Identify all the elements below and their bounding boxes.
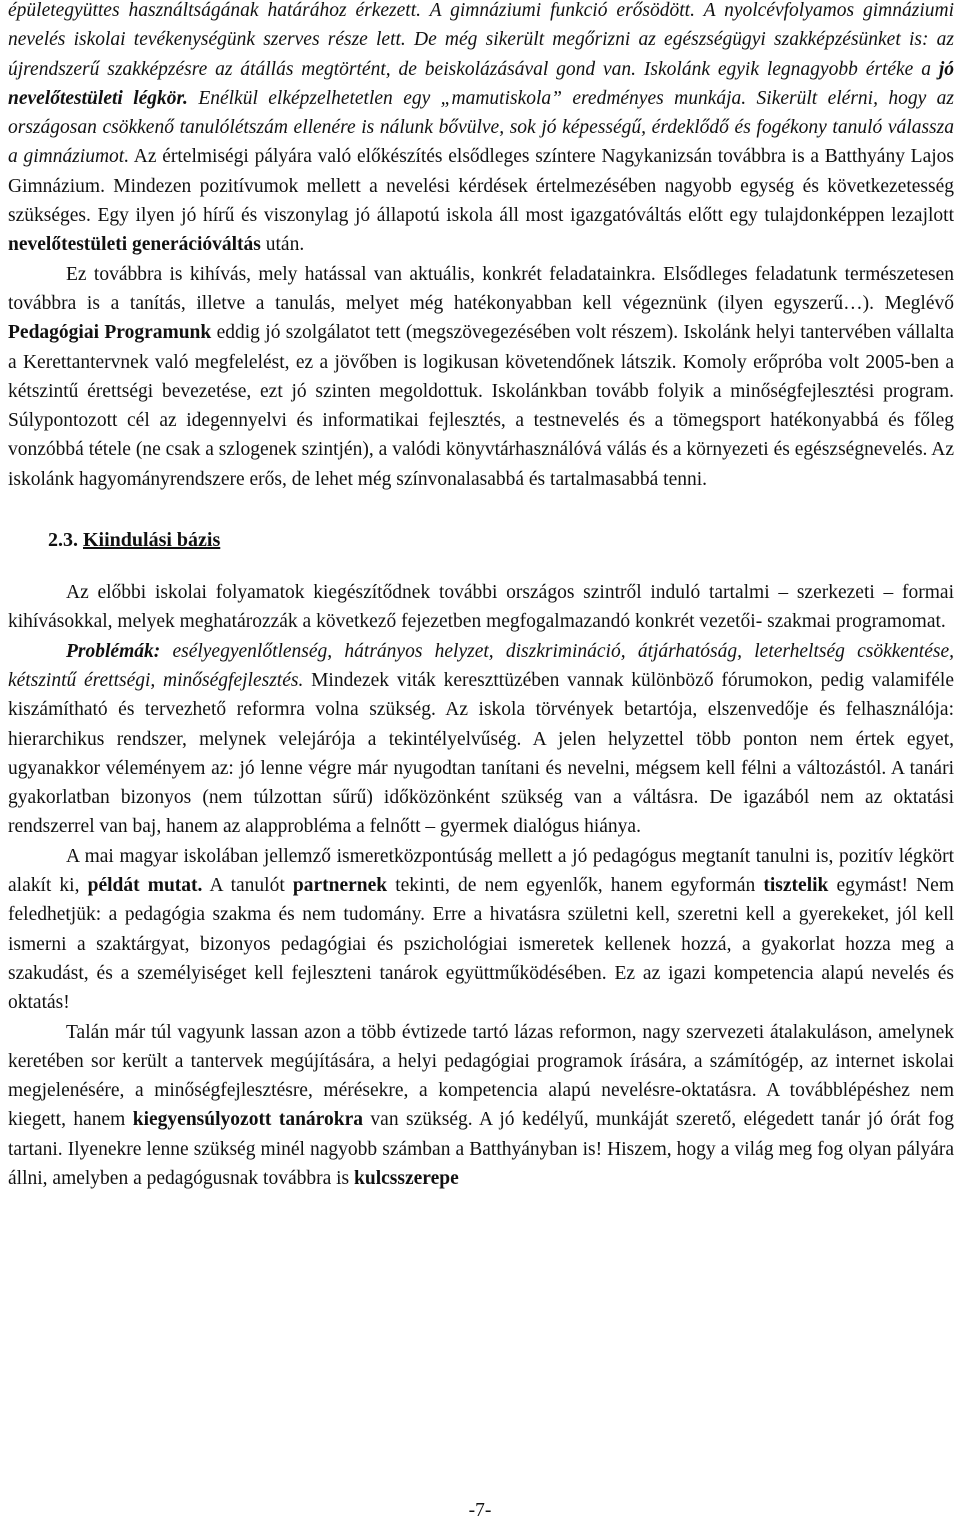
page-number: -7- xyxy=(468,1500,492,1521)
text-run: jó nevelőtestületi légkör. xyxy=(8,58,954,109)
text-run: tisztelik xyxy=(763,875,829,897)
text-run: épületegyüttes használtságának határához érkezett. A gimnáziumi funkció erősödött. A nyolcévfolyamos gimnáziumi nevelés iskolai tevékenységünk szerves része lett. De még sikerült megőrizni az egészségügyi szakképzésünket is: az újrendszerű szakképzésre az átállás megtörtént, de beiskolázásával gond van. Iskolánk egyik legnagyobb értéke a xyxy=(8,0,954,80)
text-run: kiegyensúlyozott tanárokra xyxy=(132,1109,363,1131)
paragraph-p1 xyxy=(8,0,954,260)
paragraph-p5 xyxy=(8,842,954,1018)
text-run: Pedagógiai Programunk xyxy=(8,322,212,344)
text-run: Talán már túl vagyunk lassan azon a több évtizede tartó lázas reformon, nagy szervezeti átalakuláson, amelynek keretében sor került a tantervek megújítására, a helyi pedagógiai programok írására, a számítógép, az internet iskolai megjelenésére, a minőségfejlesztésre, mérésekre, a kompetencia alapú nevelésre-oktatásra. A továbblépéshez nem kiegett, hanem xyxy=(8,1021,954,1131)
text-run: után. xyxy=(260,234,305,256)
text-run: Az előbbi iskolai folyamatok kiegészítődnek további országos szintről induló tartalmi – szerkezeti – formai kihívásokkal, melyek meghatározzák a következő fejezetben megfogalmazandó konkrét vezetői- szakmai programomat. xyxy=(8,582,954,633)
text-run: Mindezek viták kereszttüzében vannak különböző fórumokon, pedig valamiféle kiszámítható és tervezhető reformra volna szükség. Az iskola törvények betartója, elszenvedője és felhasználója: hierarchikus rendszer, melynek velejárója a tekintélyelvűség. A jelen helyzettel több ponton nem értek egyet, ugyanakkor véleményem az: jó lenne végre már nyugodtan tanítani és nevelni, mégsem kell félni a változástól. A tanári gyakorlatban bizonyos (nem túlzottan sűrű) időközönként szükség van a váltásra. De igazából nem az oktatási rendszerrel van baj, hanem az alapprobléma a felnőtt – gyermek dialógus hiánya. xyxy=(8,669,954,838)
text-run: eddig jó szolgálatot tett (megszövegezésében volt részem). Iskolánk helyi tantervében vállalta a Kerettantervnek való megfelelést, ez a jövőben is logikusan követendőnek látszik. Komoly erőpróba volt 2005-ben a kétszintű érettségi bevezetése, ezt jó szinten megoldottuk. Iskolánkban tovább folyik a minőségfejlesztési program. Súlypontozott cél az idegennyelvi és informatikai fejlesztés, a testnevelés és a tömegsport hatékonyabbá és főleg vonzóbbá tétele (ne csak a szlogenek szintjén), a valódi könyvtárhasználóvá válás és a környezeti és egészségnevelés. Az iskolánk hagyományrendszere erős, de lehet még színvonalasabbá és tartalmasabbá tenni. xyxy=(8,322,954,490)
section-number: 2.3. xyxy=(48,529,78,552)
text-run: kulcsszerepe xyxy=(354,1167,459,1189)
paragraph-p2 xyxy=(8,260,954,494)
paragraph-p3 xyxy=(8,578,954,637)
body-text-top xyxy=(8,0,954,494)
text-run: egymást! Nem feledhetjük: a pedagógia szakma és nem tudomány. Erre a hivatásra születni kell, szeretni kell a gyerekeket, jól kell ismerni a szaktárgyat, bizonyos pedagógiai és pszichológiai ismeretek kellenek hozzá, a gyakorlat hozza meg a szakudást, és a személyiséget kell fejleszteni tanárok együttműködésében. Ez az igazi kompetencia alapú nevelés és oktatás! xyxy=(8,875,954,1014)
text-run: Enélkül elképzelhetetlen egy „mamutiskola” eredményes munkája. Sikerült elérni, hogy az országosan csökkenő tanulólétszám ellenére is nálunk bővülve, sok jó képességű, érdeklődő és fogékony tanuló válassza a gimnáziumot. xyxy=(8,87,954,168)
text-run: példát mutat. xyxy=(87,875,203,897)
text-run: esélyegyenlőtlenség, hátrányos helyzet, diszkrimináció, átjárhatóság, leterheltség csökkentése, kétszintű érettségi, minőségfejlesztés. xyxy=(8,640,954,691)
section-heading xyxy=(48,526,954,554)
paragraph-p4 xyxy=(8,637,954,842)
text-run: Az értelmiségi pályára való előkészítés elsődleges színtere Nagykanizsán továbbra is a Batthyány Lajos Gimnázium. Mindezen pozitívumok mellett a nevelési kérdések értelmezésében nagyobb egység és következetesség szükséges. Egy ilyen jó hírű és viszonylag jó állapotú iskola áll most igazgatóváltás előtt egy tulajdonképpen lezajlott xyxy=(8,146,954,227)
text-run: A mai magyar iskolában jellemző ismeretközpontúság mellett a jó pedagógus megtanít tanulni is, pozitív légkört alakít ki, xyxy=(8,845,954,897)
document-page xyxy=(8,0,954,1193)
text-run: Problémák: xyxy=(66,640,161,662)
section-title: Kiindulási bázis xyxy=(83,529,221,552)
text-run: nevelőtestületi generációváltás xyxy=(8,234,261,256)
text-run: Ez továbbra is kihívás, mely hatással van aktuális, konkrét feladatainkra. Elsődleges feladatunk természetesen továbbra is a tanítás, illetve a tanulás, melyet még hatékonyabban kell végeznünk (ilyen egyszerű…). Meglévő xyxy=(8,263,954,314)
text-run: partnernek xyxy=(292,875,388,897)
text-run: A tanulót xyxy=(202,875,293,897)
paragraph-p6 xyxy=(8,1018,954,1194)
text-run: van szükség. A jó kedélyű, munkáját szerető, elégedett tanár jó órát fog tartani. Ilyenekre lenne szükség minél nagyobb számban a Batthyányban is! Hiszem, hogy a világ meg fog olyan pályára állni, amelyben a pedagógusnak továbbra is xyxy=(8,1109,954,1189)
body-text-bottom xyxy=(8,578,954,1193)
text-run: tekinti, de nem egyenlők, hanem egyformán xyxy=(387,875,764,897)
